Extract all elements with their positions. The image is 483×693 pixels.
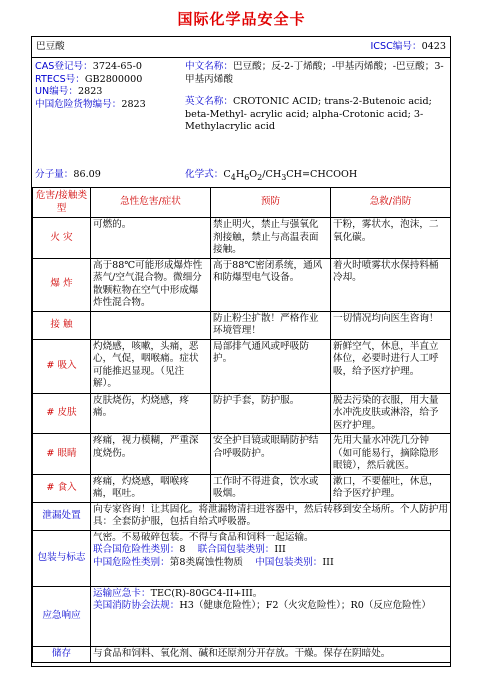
table-row bbox=[33, 218, 451, 259]
emergency-row bbox=[33, 586, 451, 646]
cas-label: CAS登记号： bbox=[35, 61, 93, 72]
cn-danger-label: 中国危险货物编号： bbox=[35, 98, 122, 110]
row-type: 火 灾 bbox=[33, 218, 91, 259]
row-acute: 可燃的。 bbox=[91, 218, 211, 259]
packaging-content bbox=[91, 530, 451, 586]
storage-label: 储存 bbox=[33, 646, 91, 662]
spill-row bbox=[33, 502, 451, 530]
row-acute: 疼痛，灼烧感，咽喉疼痛，呕吐。 bbox=[91, 474, 211, 502]
formula-rest: /CH bbox=[262, 169, 282, 180]
row-prevention: 安全护目镜或眼睛防护结合呼吸防护。 bbox=[211, 434, 331, 475]
packaging-row bbox=[33, 530, 451, 586]
emergency-label: 应急响应 bbox=[33, 586, 91, 646]
page-title: 国际化学品安全卡 bbox=[177, 10, 306, 28]
table-header-row bbox=[33, 188, 451, 218]
row-prevention: 防护手套，防护服。 bbox=[211, 393, 331, 434]
spill-text: 向专家咨询！让其固化。将泄漏物清扫进容器中，然后转移到安全场所。个人防护用具：全套防护服，包括自给式呼吸器。 bbox=[91, 502, 451, 530]
en-name-label: 英文名称： bbox=[185, 96, 233, 107]
identity-names bbox=[185, 61, 447, 134]
chemical-name: 巴豆酸 bbox=[36, 41, 65, 52]
row-prevention: 禁止明火，禁止与强氧化剂接触，禁止与高温表面接触。 bbox=[211, 218, 331, 259]
row-first-aid: 着火时喷雾状水保持料桶冷却。 bbox=[331, 258, 451, 311]
header-acute: 急性危害/症状 bbox=[91, 188, 211, 218]
identity-codes bbox=[35, 61, 185, 111]
row-prevention: 高于88℃密闭系统，通风和防爆型电气设备。 bbox=[211, 258, 331, 311]
cn-class-line bbox=[93, 557, 448, 570]
cn-danger-line bbox=[35, 99, 185, 112]
card-name-row bbox=[32, 37, 450, 58]
hazard-table bbox=[32, 187, 451, 663]
icsc-number bbox=[370, 41, 446, 54]
card-sheet bbox=[31, 36, 451, 667]
cn-name-label: 中文名称： bbox=[185, 61, 233, 72]
row-acute: 皮肤烧伤，灼烧感，疼痛。 bbox=[91, 393, 211, 434]
formula-c-sub: 4 bbox=[230, 172, 236, 182]
header-first-aid: 急救/消防 bbox=[331, 188, 451, 218]
row-acute: 高于88℃可能形成爆炸性蒸气/空气混合物。微细分散颗粒物在空气中形成爆炸性混合物。 bbox=[91, 258, 211, 311]
storage-text: 与食品和饲料、氧化剂、碱和还原剂分开存放。干燥。保存在阴暗处。 bbox=[91, 646, 451, 662]
row-first-aid: 新鲜空气，休息，半直立体位，必要时进行人工呼吸，给予医疗护理。 bbox=[331, 339, 451, 393]
formula-h-sub: 6 bbox=[244, 172, 250, 182]
un-value: 2823 bbox=[77, 86, 103, 97]
mw-value: 86.09 bbox=[73, 169, 101, 180]
row-first-aid: 脱去污染的衣服，用大量水冲洗皮肤或淋浴，给予医疗护理。 bbox=[331, 393, 451, 434]
cn-class-label: 中国危险性类别： bbox=[93, 556, 170, 568]
cn-pack-value: III bbox=[322, 556, 334, 568]
row-type: # 眼睛 bbox=[33, 434, 91, 475]
row-first-aid: 干粉，雾状水，泡沫，二氧化碳。 bbox=[331, 218, 451, 259]
spill-label: 泄漏处置 bbox=[33, 502, 91, 530]
nfpa-label: 美国消防协会法规： bbox=[93, 600, 180, 611]
header-type: 危害/接触类型 bbox=[33, 188, 91, 218]
row-first-aid: 先用大量水冲洗几分钟（如可能易行，摘除隐形眼镜），然后就医。 bbox=[331, 434, 451, 475]
table-row bbox=[33, 339, 451, 393]
cas-value: 3724-65-0 bbox=[92, 61, 142, 72]
transport-value: TEC(R)-80GC4-II+III。 bbox=[150, 587, 263, 599]
row-type: 接 触 bbox=[33, 311, 91, 339]
en-name-value: CROTONIC ACID; trans-2-Butenoic acid; beta-Methyl- acrylic acid; alpha-Crotonic acid; 3-Methylacrylic acid bbox=[185, 96, 432, 132]
row-prevention: 防止粉尘扩散！严格作业环境管理！ bbox=[211, 311, 331, 339]
row-type: 爆 炸 bbox=[33, 258, 91, 311]
packaging-label: 包装与标志 bbox=[33, 530, 91, 586]
row-acute bbox=[91, 311, 211, 339]
un-line bbox=[35, 86, 185, 99]
formula-o-sub: 2 bbox=[257, 172, 263, 182]
table-row bbox=[33, 393, 451, 434]
table-row bbox=[33, 258, 451, 311]
identity-block bbox=[32, 57, 450, 182]
icsc-label: ICSC编号： bbox=[370, 41, 422, 52]
cn-danger-value: 2823 bbox=[121, 98, 146, 110]
mw-label: 分子量： bbox=[35, 169, 74, 180]
row-type: # 食入 bbox=[33, 474, 91, 502]
icsc-value: 0423 bbox=[421, 41, 446, 52]
formula-tail: CH=CHCOOH bbox=[286, 169, 358, 180]
cn-name-value: 巴豆酸；反-2-丁烯酸；-甲基丙烯酸；-巴豆酸；3-甲基丙烯酸 bbox=[185, 61, 444, 85]
transport-line bbox=[93, 588, 448, 601]
un-label: UN编号： bbox=[35, 86, 78, 97]
chemical-formula bbox=[185, 169, 357, 184]
row-prevention: 工作时不得进食，饮水或吸烟。 bbox=[211, 474, 331, 502]
un-pack-value: III bbox=[274, 544, 286, 555]
cn-name-line bbox=[185, 61, 447, 86]
header-prevention: 预防 bbox=[211, 188, 331, 218]
formula-label: 化学式： bbox=[185, 169, 224, 180]
cas-line bbox=[35, 61, 185, 74]
cn-pack-label: 中国包装类别： bbox=[255, 556, 323, 568]
storage-row bbox=[33, 646, 451, 662]
transport-label: 运输应急卡： bbox=[93, 587, 151, 599]
row-type: # 吸入 bbox=[33, 339, 91, 393]
table-row bbox=[33, 311, 451, 339]
un-class-line bbox=[93, 544, 448, 557]
nfpa-line bbox=[93, 600, 448, 613]
table-row bbox=[33, 474, 451, 502]
rtecs-value: GB2800000 bbox=[84, 73, 143, 85]
formula-c: C bbox=[223, 169, 231, 180]
row-prevention: 局部排气通风或呼吸防护。 bbox=[211, 339, 331, 393]
row-acute: 灼烧感，咳嗽，头痛，恶心，气促，咽喉痛。症状可能推迟显现。（见注解）。 bbox=[91, 339, 211, 393]
row-acute: 疼痛，视力模糊，严重深度烧伤。 bbox=[91, 434, 211, 475]
packaging-line1: 气密。不易破碎包装。不得与食品和饲料一起运输。 bbox=[93, 531, 314, 543]
formula-ch-sub: 3 bbox=[281, 172, 287, 182]
rtecs-line bbox=[35, 74, 185, 87]
rtecs-label: RTECS号： bbox=[35, 73, 85, 85]
un-class-value: 8 bbox=[179, 544, 186, 555]
molecular-weight bbox=[35, 169, 101, 182]
cn-class-value: 第8类腐蚀性物质 bbox=[169, 556, 244, 568]
un-pack-label: 联合国包装类别： bbox=[197, 544, 275, 555]
formula-h: H bbox=[235, 169, 245, 180]
en-name-line bbox=[185, 96, 447, 134]
row-type: # 皮肤 bbox=[33, 393, 91, 434]
row-first-aid: 漱口，不要催吐，休息，给予医疗护理。 bbox=[331, 474, 451, 502]
formula-o: O bbox=[249, 169, 258, 180]
nfpa-value: H3（健康危险性）；F2（火灾危险性）；R0（反应危险性） bbox=[179, 600, 431, 611]
un-class-label: 联合国危险性类别： bbox=[93, 544, 180, 555]
row-first-aid: 一切情况均向医生咨询！ bbox=[331, 311, 451, 339]
emergency-content bbox=[91, 586, 451, 646]
table-row bbox=[33, 434, 451, 475]
